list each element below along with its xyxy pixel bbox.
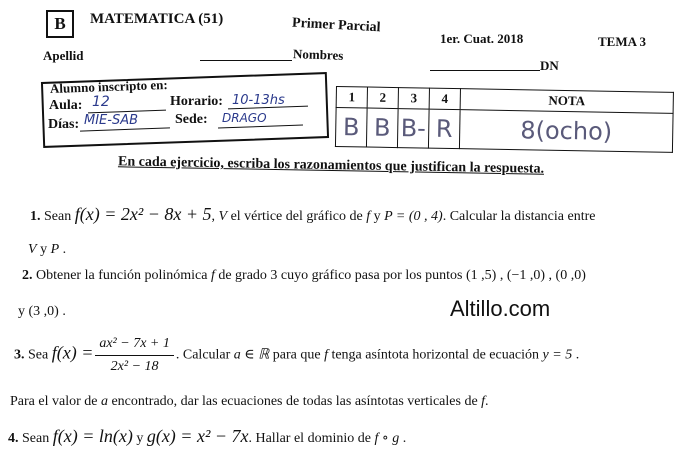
- aula-value: 12: [92, 94, 110, 110]
- horario-label: Horario:: [170, 94, 223, 109]
- dias-label: Días:: [48, 117, 80, 132]
- exercise-3-text: para que: [269, 347, 325, 363]
- exercise-1-f-var: f: [366, 209, 371, 224]
- exercise-4-g-function: g(x) = x² − 7x: [146, 426, 249, 446]
- exercise-3-function-lhs: f(x) =: [51, 342, 94, 363]
- exercise-2-line-1: [22, 268, 586, 284]
- exercise-2-text: de grado 3 cuyo gráfico pasa por los puntos (1 ,5) , (−1 ,0) , (0 ,0): [214, 268, 586, 283]
- exercise-3-text: .: [485, 394, 489, 409]
- grade-header-1: 1: [336, 87, 367, 109]
- sede-label: Sede:: [175, 112, 208, 127]
- exercise-3-denominator: 2x² − 18: [110, 359, 159, 374]
- exercise-3-text: encontrado, dar las ecuaciones de todas las asíntotas verticales de: [107, 394, 482, 409]
- exercise-3-f-var: f: [481, 394, 486, 409]
- exercise-3-f-var: f: [324, 347, 328, 363]
- exercise-3-text: Para el valor de: [10, 394, 101, 409]
- grade-value-2: B: [366, 108, 398, 148]
- exercise-3-fraction: [95, 333, 174, 378]
- exercise-1-vertex-var: V: [28, 242, 37, 257]
- grade-value-4: R: [428, 109, 460, 149]
- exam-type: Primer Parcial: [291, 15, 381, 36]
- exercise-1-text: .: [59, 242, 67, 257]
- exercise-4-text: .: [399, 431, 407, 446]
- exercise-1-vertex-var: V: [218, 209, 228, 224]
- horario-value: 10-13hs: [232, 93, 285, 108]
- exercise-3-numerator: ax² − 7x + 1: [95, 333, 174, 356]
- exercise-3-a-var: a: [100, 394, 108, 409]
- exercise-4-number: 4.: [8, 431, 19, 446]
- exercise-1-text: el vértice del gráfico de: [227, 209, 367, 224]
- exercise-3-text: . Calcular: [175, 347, 234, 363]
- exercise-2-f-var: f: [210, 268, 215, 283]
- sede-value: DRAGO: [222, 111, 267, 125]
- exercise-3-text: .: [572, 347, 580, 363]
- exercise-2-number: 2.: [22, 268, 33, 283]
- exercise-4-composition: f ∘ g: [374, 431, 400, 446]
- aula-label: Aula:: [49, 98, 83, 113]
- exercise-3-line-1: [14, 333, 579, 378]
- tema-letter-box: B: [46, 10, 74, 38]
- grade-value-nota: 8(ocho): [459, 110, 673, 153]
- exercise-2-text: Obtener la función polinómica: [32, 268, 211, 283]
- grade-header-2: 2: [367, 87, 398, 109]
- exercise-1-line-1: [30, 204, 595, 225]
- exercise-1-function: f(x) = 2x² − 8x + 5: [74, 204, 212, 224]
- grade-header-3: 3: [398, 88, 429, 110]
- exercise-1-text: y: [36, 242, 51, 257]
- exercise-1-text: . Calcular la distancia entre: [442, 209, 596, 224]
- exercise-3-text: Sea: [24, 347, 52, 363]
- grade-value-1: B: [335, 108, 367, 148]
- exercise-1-line-2: [28, 242, 66, 258]
- inscripto-label: Alumno inscripto en:: [49, 76, 168, 97]
- dias-value: MIE-SAB: [84, 113, 139, 128]
- grade-table: [335, 86, 674, 153]
- nombres-label: Nombres: [292, 46, 344, 63]
- exercise-4-text: . Hallar el dominio de: [248, 431, 375, 446]
- grade-value-3: B-: [397, 109, 429, 149]
- exercise-4-text: Sean: [18, 431, 53, 446]
- apellido-line: [200, 60, 292, 61]
- exercise-4-f-function: f(x) = ln(x): [52, 426, 133, 446]
- exercise-3-line-2: [10, 394, 489, 410]
- exercise-4-text: y: [132, 431, 147, 446]
- exercise-1-text: ,: [211, 209, 219, 224]
- exercise-1-point: P = (0 , 4): [384, 209, 443, 224]
- subject-title: MATEMATICA (51): [90, 11, 224, 27]
- watermark: Altillo.com: [450, 296, 551, 321]
- exercise-3-parameter: a ∈ ℝ: [233, 347, 270, 363]
- dni-label: DN: [540, 58, 559, 73]
- exercise-2-line-2: y (3 ,0) .: [18, 304, 66, 319]
- exercise-3-asymptote-eq: y = 5: [542, 347, 573, 363]
- exercise-1-number: 1.: [30, 209, 41, 224]
- grade-header-nota: NOTA: [460, 89, 673, 114]
- exercise-1-text: y: [370, 209, 385, 224]
- exercise-1-text: Sean: [40, 209, 75, 224]
- exercise-1-point-var: P: [50, 242, 60, 257]
- term-label: 1er. Cuat. 2018: [440, 31, 524, 46]
- apellido-label: Apellid: [43, 48, 84, 63]
- exercise-3-number: 3.: [14, 347, 25, 363]
- exercise-3-text: tenga asíntota horizontal de ecuación: [327, 347, 543, 363]
- exercise-4-line: [8, 426, 406, 447]
- grade-value-row: [335, 108, 673, 153]
- tema-label: TEMA 3: [598, 34, 647, 49]
- grade-header-4: 4: [429, 88, 460, 110]
- dni-line: [430, 70, 540, 71]
- instruction-text: En cada ejercicio, escriba los razonamientos que justifican la respuesta.: [117, 154, 545, 177]
